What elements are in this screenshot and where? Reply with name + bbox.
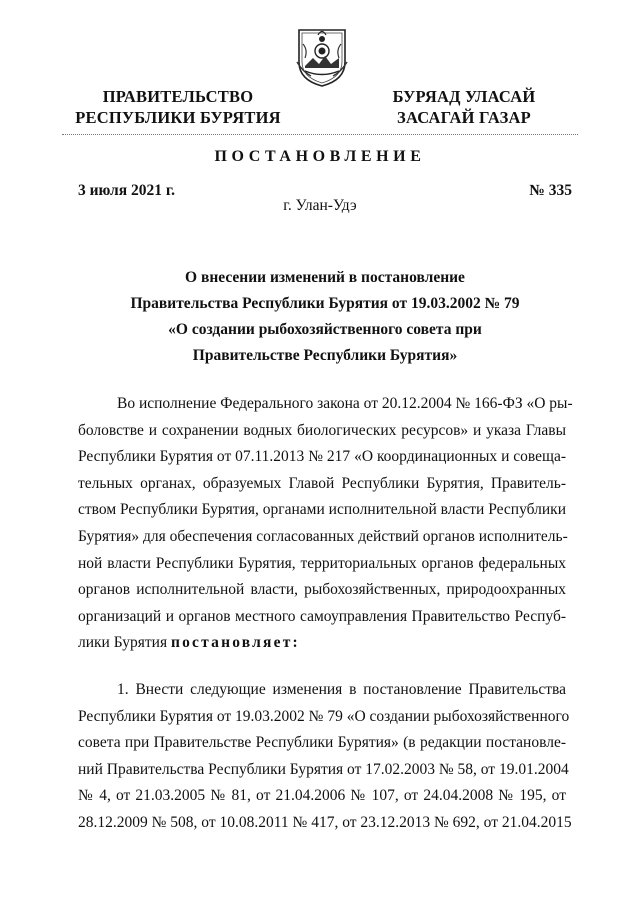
title-line: Правительстве Республики Бурятия» xyxy=(192,347,458,364)
text-line xyxy=(78,630,566,657)
text-line: Республики Бурятия от 19.03.2002 № 79 «О создании рыбохозяйственного xyxy=(78,707,570,725)
document-number: № 335 xyxy=(529,182,572,199)
issuer-line: БУРЯАД УЛАСАЙ xyxy=(392,87,536,106)
text-line: тельных органах, образуемых Главой Республики Бурятия, Правитель- xyxy=(78,474,566,492)
text-line: ний Правительства Республики Бурятия от 17.02.2003 № 58, от 19.01.2004 xyxy=(78,760,569,778)
text-line: Бурятия» для обеспечения согласованных действий органов исполнитель- xyxy=(78,527,568,545)
title-line: «О создании рыбохозяйственного совета при xyxy=(168,321,482,338)
preamble-paragraph xyxy=(78,391,573,657)
text-line: 1. Внести следующие изменения в постановление Правительства xyxy=(117,681,566,698)
document-city: г. Улан-Удэ xyxy=(283,197,357,214)
text-line: Во исполнение Федерального закона от 20.12.2004 № 166-ФЗ «О ры- xyxy=(117,395,573,412)
clause-1-paragraph xyxy=(78,677,572,837)
header-divider xyxy=(62,134,578,135)
issuer-name-russian xyxy=(70,86,286,128)
issuer-line: ЗАСАГАЙ ГАЗАР xyxy=(397,108,531,127)
title-line: Правительства Республики Бурятия от 19.03.2002 № 79 xyxy=(130,295,520,312)
text-line: совета при Правительстве Республики Бурятия» (в редакции постановле- xyxy=(78,734,566,752)
issuer-name-buryat xyxy=(364,86,564,128)
issuer-line: ПРАВИТЕЛЬСТВО xyxy=(102,87,254,106)
text-fragment: лики Бурятия xyxy=(78,634,168,652)
text-line: Республики Бурятия от 07.11.2013 № 217 «О координационных и совеща- xyxy=(78,448,566,466)
text-line: № 4, от 21.03.2005 № 81, от 21.04.2006 № 107, от 24.04.2008 № 195, от xyxy=(78,787,566,805)
coat-of-arms-emblem xyxy=(293,22,351,88)
issuer-line: РЕСПУБЛИКИ БУРЯТИЯ xyxy=(75,108,281,127)
text-line: организаций и органов местного самоуправления Правительство Респуб- xyxy=(78,607,566,625)
title-line: О внесении изменений в постановление xyxy=(185,269,465,286)
text-line: органов исполнительной власти, рыбохозяйственных, природоохранных xyxy=(78,581,566,599)
text-line: 28.12.2009 № 508, от 10.08.2011 № 417, от 23.12.2013 № 692, от 21.04.2015 xyxy=(78,813,572,831)
resolution-keyword: постановляет: xyxy=(170,634,300,652)
text-line: боловстве и сохранении водных биологических ресурсов» и указа Главы xyxy=(78,421,566,439)
document-title xyxy=(80,265,570,369)
document-type: ПОСТАНОВЛЕНИЕ xyxy=(214,148,426,165)
document-date: 3 июля 2021 г. xyxy=(78,182,176,199)
text-line: ной власти Республики Бурятия, территориальных органов федеральных xyxy=(78,554,566,572)
text-line: ством Республики Бурятия, органами исполнительной власти Республики xyxy=(78,501,566,519)
